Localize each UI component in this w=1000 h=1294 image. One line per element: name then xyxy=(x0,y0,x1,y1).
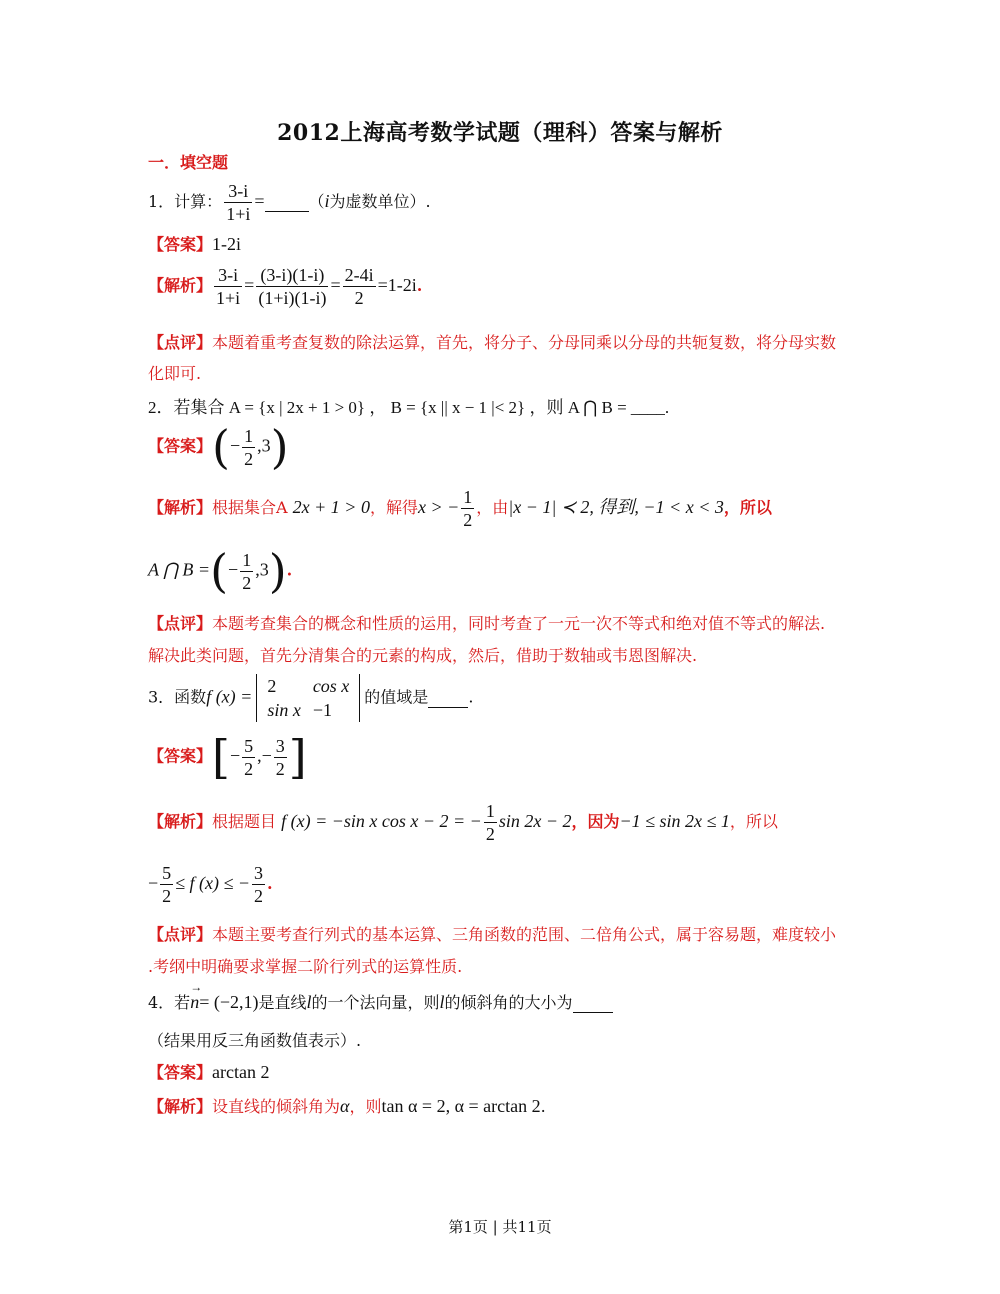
page-footer: 第1页 | 共11页 xyxy=(448,1218,552,1236)
determinant: 2 cos x sin x −1 xyxy=(256,674,360,722)
q3-answer: 【答案】[− $\frac{5}{2}$ ,− $\frac{3}{2}$ ] xyxy=(148,730,307,784)
answer-blank xyxy=(265,192,309,212)
q4-note: （结果用反三角函数值表示）. xyxy=(148,1031,362,1050)
q3-result: − $\frac{5}{2}$ ≤ f (x) ≤ − $\frac{3}{2}$ . xyxy=(148,863,273,906)
question-1: 1．计算： $\frac{3-i}{1+i}$ = （i为虚数单位）. xyxy=(148,181,431,224)
q1-prefix: 1．计算： xyxy=(148,192,223,211)
q3-comment: 【点评】本题主要考查行列式的基本运算、三角函数的范围、二倍角公式，属于容易题，难度较小 xyxy=(148,925,837,944)
page-title: 2012上海高考数学试题（理科）答案与解析 xyxy=(277,120,723,146)
q1-fraction: $\frac{3-i}{1+i}$ xyxy=(226,181,251,224)
q2-solution: 【解析】根据集合A 2x + 1 > 0，解得x > − $\frac{1}{2}$ ，由|x − 1| ≺ 2, 得到, −1 < x < 3，所以 xyxy=(148,487,772,530)
q1-solution: 【解析】 $\frac{3-i}{1+i}$ = $\frac{(3-i)(1-i)}{(1+i)(1-i)}$ = $\frac{2-4i}{2}$ =1-2i. xyxy=(148,265,423,308)
q1-comment: 【点评】本题着重考查复数的除法运算，首先，将分子、分母同乘以分母的共轭复数，将分母实数 xyxy=(148,333,837,352)
q2-comment-cont: 解决此类问题，首先分清集合的元素的构成，然后，借助于数轴或韦恩图解决. xyxy=(148,646,698,665)
vector-n: → n xyxy=(190,980,203,1012)
q2-comment: 【点评】本题考查集合的概念和性质的运用，同时考查了一元一次不等式和绝对值不等式的解法. xyxy=(148,614,826,633)
q2-result: A ⋂ B =(− $\frac{1}{2}$ ,3). xyxy=(148,544,293,598)
answer-blank xyxy=(428,688,468,708)
q4-answer: 【答案】arctan 2 xyxy=(148,1062,270,1082)
section-heading: 一．填空题 xyxy=(148,153,229,172)
q4-solution: 【解析】设直线的倾斜角为α，则tan α = 2, α = arctan 2. xyxy=(148,1096,546,1116)
q1-answer: 【答案】1-2i xyxy=(148,234,242,254)
question-4: 4．若 → n= (−2,1)是直线l的一个法向量，则l的倾斜角的大小为 xyxy=(148,990,888,1013)
q3-solution: 【解析】根据题目 f (x) = −sin x cos x − 2 = − $\frac{1}{2}$ sin 2x − 2，因为−1 ≤ sin 2x ≤ 1，所以 xyxy=(148,801,778,844)
q1-comment-cont: 化即可. xyxy=(148,364,202,383)
q3-comment-cont: .考纲中明确要求掌握二阶行列式的运算性质. xyxy=(148,957,463,976)
question-3: 3．函数f (x) = 2 cos x sin x −1 的值域是 . xyxy=(148,676,474,720)
question-2: 2．若集合 A = {x | 2x + 1 > 0} ， B = {x || x − 1 |< 2} ，则 A ⋂ B = ____. xyxy=(148,398,670,417)
answer-blank xyxy=(573,993,613,1013)
q2-answer: 【答案】(− $\frac{1}{2}$ ,3) xyxy=(148,420,289,474)
